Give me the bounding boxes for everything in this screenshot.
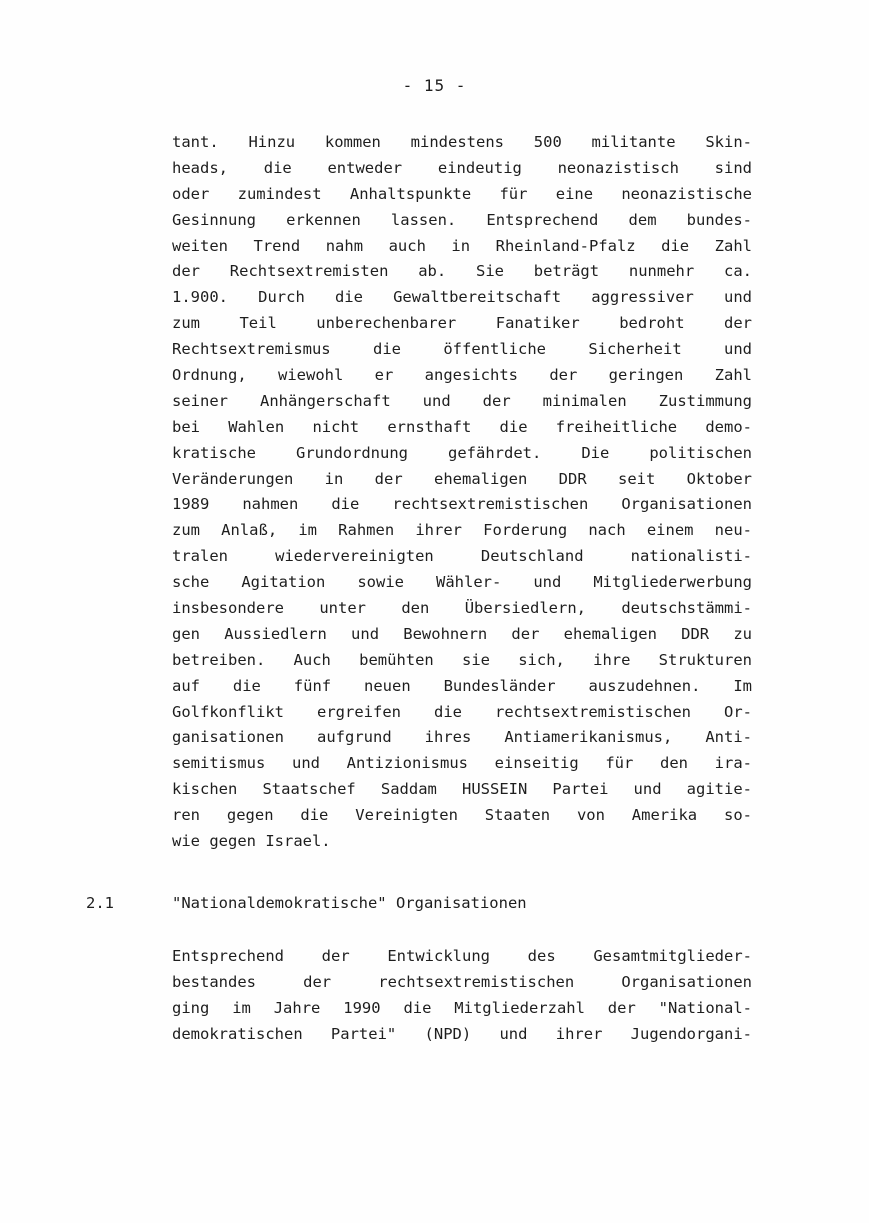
section-title: "Nationaldemokratische" Organisationen — [172, 894, 527, 912]
paragraph-npd — [172, 944, 752, 1048]
text-line: Rechtsextremismus die öffentliche Sicherheit und — [172, 340, 752, 359]
text-line: bestandes der rechtsextremistischen Organisationen — [172, 972, 752, 991]
page-number: - 15 - — [402, 76, 467, 95]
text-line: zum Teil unberechenbarer Fanatiker bedroht der — [172, 314, 752, 333]
text-line: Gesinnung erkennen lassen. Entsprechend dem bundes- — [172, 210, 752, 229]
text-line: ging im Jahre 1990 die Mitgliederzahl der "National- — [172, 998, 752, 1017]
text-line: weiten Trend nahm auch in Rheinland-Pfalz die Zahl — [172, 236, 752, 255]
paragraph-rechtsextremismus — [172, 130, 752, 855]
text-line: 1.900. Durch die Gewaltbereitschaft aggressiver und — [172, 288, 752, 307]
text-line: demokratischen Partei" (NPD) und ihrer Jugendorgani- — [172, 1024, 752, 1043]
text-line: Golfkonflikt ergreifen die rechtsextremistischen Or- — [172, 702, 752, 721]
text-line: kischen Staatschef Saddam HUSSEIN Partei und agitie- — [172, 780, 752, 799]
text-line: Entsprechend der Entwicklung des Gesamtmitglieder- — [172, 947, 752, 965]
text-line: wie gegen Israel. — [172, 832, 331, 851]
text-line: sche Agitation sowie Wähler- und Mitgliederwerbung — [172, 573, 752, 592]
text-line: der Rechtsextremisten ab. Sie beträgt nunmehr ca. — [172, 262, 752, 281]
text-line: ren gegen die Vereinigten Staaten von Amerika so- — [172, 806, 752, 825]
text-line: 1989 nahmen die rechtsextremistischen Organisationen — [172, 495, 752, 514]
text-line: tant. Hinzu kommen mindestens 500 militante Skin- — [172, 133, 752, 151]
text-line: gen Aussiedlern und Bewohnern der ehemaligen DDR zu — [172, 624, 752, 643]
text-line: Ordnung, wiewohl er angesichts der geringen Zahl — [172, 366, 752, 385]
text-line: auf die fünf neuen Bundesländer auszudehnen. Im — [172, 676, 752, 695]
text-line: heads, die entweder eindeutig neonazistisch sind — [172, 158, 752, 177]
text-line: insbesondere unter den Übersiedlern, deutschstämmi- — [172, 599, 752, 618]
text-line: tralen wiedervereinigten Deutschland nationalisti- — [172, 547, 752, 566]
text-line: bei Wahlen nicht ernsthaft die freiheitliche demo- — [172, 417, 752, 436]
text-line: seiner Anhängerschaft und der minimalen Zustimmung — [172, 391, 752, 410]
text-line: kratische Grundordnung gefährdet. Die politischen — [172, 443, 752, 462]
text-line: ganisationen aufgrund ihres Antiamerikanismus, Anti- — [172, 728, 752, 747]
text-line: oder zumindest Anhaltspunkte für eine neonazistische — [172, 184, 752, 203]
text-line: betreiben. Auch bemühten sie sich, ihre Strukturen — [172, 650, 752, 669]
text-line: Veränderungen in der ehemaligen DDR seit Oktober — [172, 469, 752, 488]
section-number: 2.1 — [86, 894, 114, 912]
text-line: semitismus und Antizionismus einseitig für den ira- — [172, 754, 752, 773]
text-line: zum Anlaß, im Rahmen ihrer Forderung nach einem neu- — [172, 521, 752, 540]
